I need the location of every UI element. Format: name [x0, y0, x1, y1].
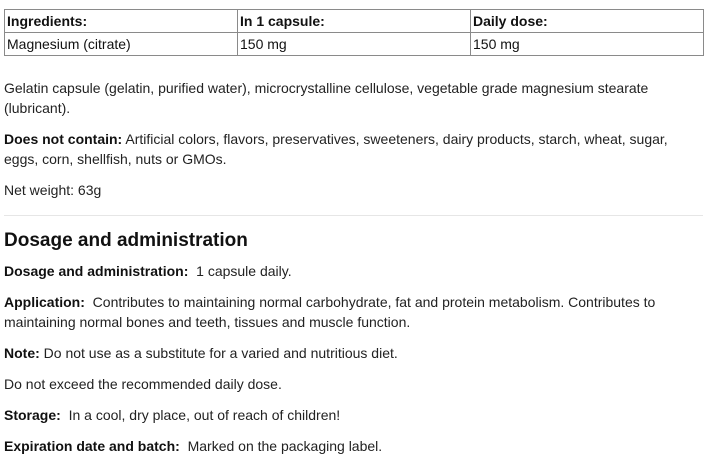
does-not-contain-label: Does not contain: [4, 131, 123, 147]
storage-label: Storage: [4, 407, 61, 423]
composition-text: Gelatin capsule (gelatin, purified water), microcrystalline cellulose, vegetable grade magnesium stearate (lubricant). [4, 80, 649, 116]
header-daily-dose: Daily dose: [471, 10, 704, 33]
table-header-row [5, 10, 704, 33]
section-divider [4, 215, 703, 216]
note-label: Note: [4, 345, 40, 361]
dosage-info [4, 261, 703, 281]
does-not-contain-text: Artificial colors, flavors, preservatives, sweeteners, dairy products, starch, wheat, sugar, eggs, corn, shellfish, nuts or GMOs. [4, 131, 668, 167]
header-in-1-capsule: In 1 capsule: [238, 10, 471, 33]
net-weight: Net weight: 63g [4, 182, 102, 198]
ingredients-table [4, 9, 704, 56]
expiry-info [4, 436, 703, 456]
dosage-text: 1 capsule daily. [188, 263, 292, 279]
cell-daily-dose: 150 mg [471, 33, 704, 56]
application-info [4, 292, 703, 332]
storage-text: In a cool, dry place, out of reach of children! [60, 407, 341, 423]
product-info [4, 9, 703, 456]
note-text: Do not use as a substitute for a varied and nutritious diet. [39, 345, 398, 361]
application-text: Contributes to maintaining normal carbohydrate, fat and protein metabolism. Contributes to maintaining normal bones and teeth, tissues and muscle function. [4, 294, 656, 330]
application-label: Application: [4, 294, 85, 310]
expiry-text: Marked on the packaging label. [179, 438, 383, 454]
note-info [4, 343, 703, 363]
expiry-label: Expiration date and batch: [4, 438, 180, 454]
does-not-contain [4, 129, 703, 169]
table-row [5, 33, 704, 56]
storage-info [4, 405, 703, 425]
section-title: Dosage and administration [4, 230, 248, 251]
cell-per-capsule: 150 mg [238, 33, 471, 56]
dosage-label: Dosage and administration: [4, 263, 189, 279]
header-ingredients: Ingredients: [5, 10, 238, 33]
cell-ingredient: Magnesium (citrate) [5, 33, 238, 56]
exceed-warning: Do not exceed the recommended daily dose. [4, 376, 282, 392]
